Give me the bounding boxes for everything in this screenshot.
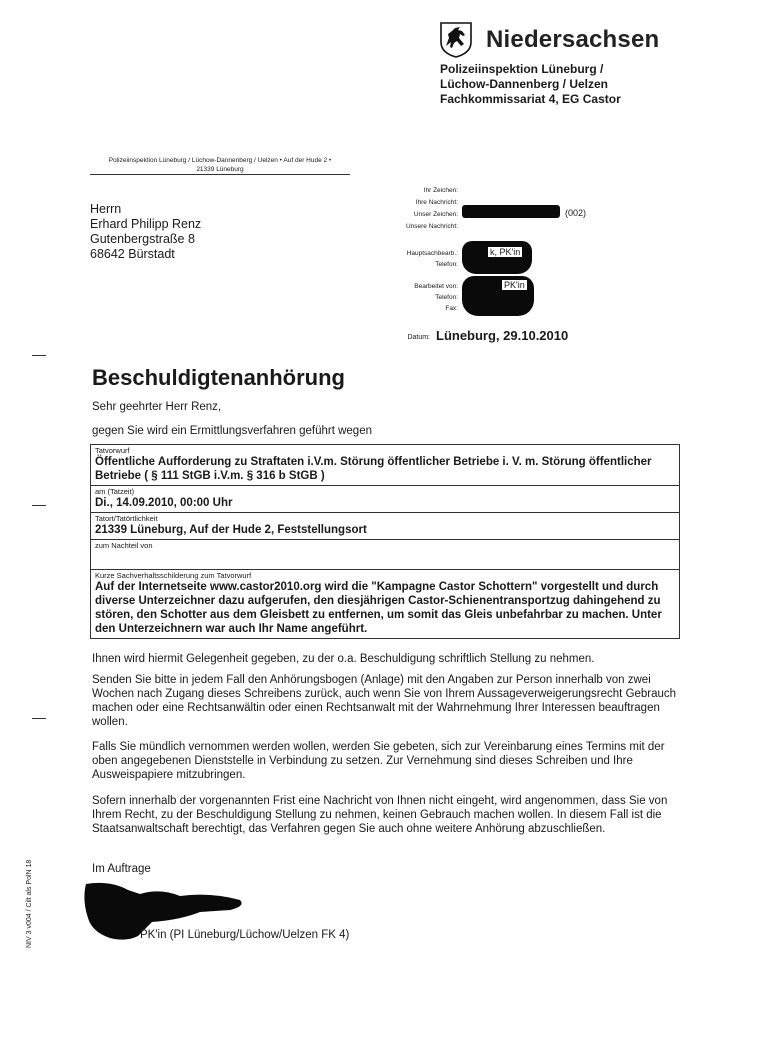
fax-label: Fax: <box>445 305 458 312</box>
recipient-address <box>90 202 201 262</box>
form-code: NIV 3 v004 / Cilt als PolN 18 <box>26 859 33 948</box>
tatzeit-label: am (Tatzeit) <box>95 487 135 496</box>
brand-name: Niedersachsen <box>486 26 660 53</box>
paragraph: Falls Sie mündlich vernommen werden wollen, werden Sie gebeten, sich zur Vereinbarung eines Termins mit der oben angegebenen Dienststelle in Verbindung zu setzen. Zur Vernehmung sind dieses Schreiben und Ihre Ausweispapiere mitzubringen. <box>92 741 665 781</box>
org-line: Lüchow-Dannenberg / Uelzen <box>440 77 609 91</box>
sender-return-address <box>90 156 350 174</box>
organisation-block <box>440 62 621 107</box>
hauptsachbearb-label: Hauptsachbearb.: <box>406 250 458 257</box>
redaction-mark <box>462 205 560 218</box>
nachteil-label: zum Nachteil von <box>95 541 153 550</box>
sachverhalt-label: Kurze Sachverhaltsschilderung zum Tatvorwurf <box>95 571 252 580</box>
greeting: Sehr geehrter Herr Renz, <box>92 401 222 413</box>
bearbeitet-von-value: PK'in <box>504 280 525 290</box>
fold-mark <box>32 505 46 506</box>
tatzeit-cell <box>90 485 680 512</box>
recipient-street: Gutenbergstraße 8 <box>90 232 195 246</box>
accusation-form <box>90 444 680 639</box>
recipient-city: 68642 Bürstadt <box>90 247 175 261</box>
document-title: Beschuldigtenanhörung <box>92 365 345 390</box>
org-line: Fachkommissariat 4, EG Castor <box>440 92 621 106</box>
nachteil-cell <box>90 539 680 569</box>
tatvorwurf-cell <box>90 444 680 485</box>
tatzeit-value: Di., 14.09.2010, 00:00 Uhr <box>95 497 233 509</box>
sender-line: Polizeiinspektion Lüneburg / Lüchow-Dannenberg / Uelzen • Auf der Hude 2 • <box>108 157 332 164</box>
telefon-label: Telefon: <box>435 261 458 268</box>
niedersachsen-horse-logo-icon <box>440 22 472 58</box>
ihre-nachricht-label: Ihre Nachricht: <box>415 199 458 206</box>
paragraph: Sofern innerhalb der vorgenannten Frist eine Nachricht von Ihnen nicht eingeht, wird angenommen, dass Sie von Ihrem Recht, zu der Beschuldigung Stellung zu nehmen, keinen Gebrauch machen wollen. In diesem Fall ist die Staatsanwaltschaft berechtigt, das Verfahren gegen Sie auch ohne weitere Anhörung abzuschließen. <box>92 795 668 835</box>
datum-value: Lüneburg, 29.10.2010 <box>436 328 569 343</box>
intro-text: gegen Sie wird ein Ermittlungsverfahren geführt wegen <box>92 425 372 437</box>
sachverhalt-cell <box>90 569 680 639</box>
telefon-label: Telefon: <box>435 294 458 301</box>
recipient-name: Erhard Philipp Renz <box>90 217 202 231</box>
closing: Im Auftrage <box>92 863 151 875</box>
redaction-mark <box>462 241 532 274</box>
datum-label: Datum: <box>407 334 430 341</box>
recipient-salutation: Herrn <box>90 202 122 216</box>
tatort-cell <box>90 512 680 539</box>
tatvorwurf-label: Tatvorwurf <box>95 446 130 455</box>
bearbeitet-von-label: Bearbeitet von: <box>414 283 458 290</box>
paragraph: Ihnen wird hiermit Gelegenheit gegeben, zu der o.a. Beschuldigung schriftlich Stellung zu nehmen. <box>92 653 595 665</box>
tatort-value: 21339 Lüneburg, Auf der Hude 2, Feststellungsort <box>95 524 367 536</box>
sachverhalt-value: Auf der Internetseite www.castor2010.org wird die "Kampagne Castor Schottern" vorgestellt und durch diverse Unterzeichner dazu aufgerufen, den diesjährigen Castor-Schienentransportzug dahingehend zu stören, den Schotter aus dem Gleisbett zu entfernen, um somit das Gleis unbefahrbar zu machen. Unter den Unterzeichnern war auch Ihr Name angeführt. <box>95 581 662 635</box>
unsere-nachricht-label: Unsere Nachricht: <box>405 223 458 230</box>
signature-line: PK'in (PI Lüneburg/Lüchow/Uelzen FK 4) <box>140 929 350 941</box>
unser-zeichen-suffix: (002) <box>565 208 587 218</box>
fold-mark <box>32 355 46 356</box>
unser-zeichen-label: Unser Zeichen: <box>413 211 458 218</box>
fold-mark <box>32 718 46 719</box>
hauptsachbearb-value: k, PK'in <box>490 247 521 257</box>
tatvorwurf-value: Öffentliche Aufforderung zu Straftaten i.V.m. Störung öffentlicher Betriebe i. V. m. Störung öffentlicher Betriebe ( § 111 StGB i.V.m. § 316 b StGB ) <box>95 456 652 482</box>
paragraph: Senden Sie bitte in jedem Fall den Anhörungsbogen (Anlage) mit den Angaben zur Person innerhalb von zwei Wochen nach Zugang dieses Schreibens zurück, auch wenn Sie von Ihrem Aussageverweigerungsrecht Gebrauch machen oder eine Rechtsanwältin oder einen Rechtsanwalt mit der Wahrnehmung Ihrer Interessen beauftragen wollen. <box>92 674 677 728</box>
sender-divider <box>90 174 350 175</box>
sender-line: 21339 Lüneburg <box>196 166 244 173</box>
org-line: Polizeiinspektion Lüneburg / <box>440 62 604 76</box>
tatort-label: Tatort/Tatörtlichkeit <box>95 514 158 523</box>
ihr-zeichen-label: Ihr Zeichen: <box>423 187 458 194</box>
